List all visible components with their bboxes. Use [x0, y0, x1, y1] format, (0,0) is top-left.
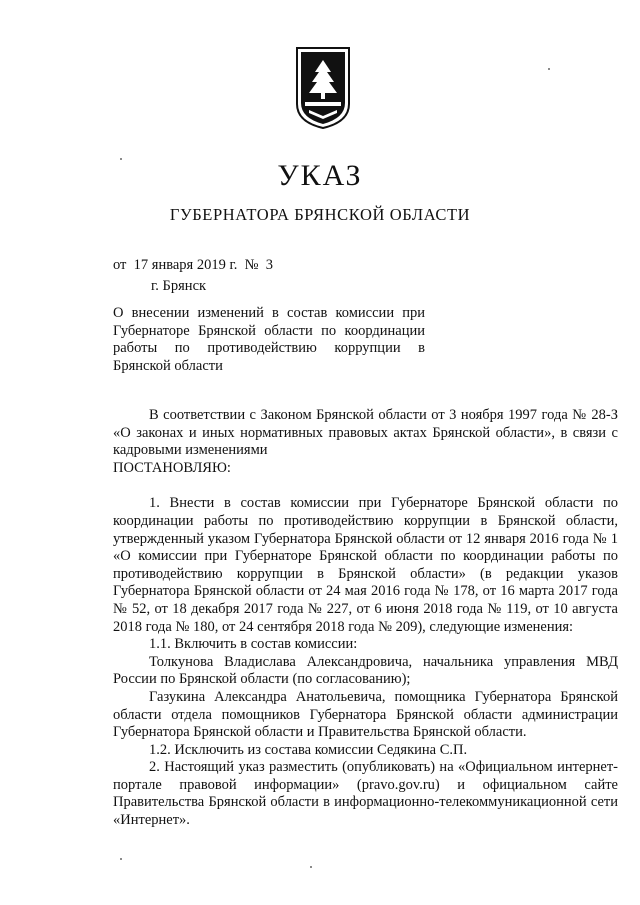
paragraph-1-2: 1.2. Исключить из состава комиссии Седякина С.П. [149, 741, 468, 758]
document-subtitle: ГУБЕРНАТОРА БРЯНСКОЙ ОБЛАСТИ [169, 205, 471, 224]
scan-speck [548, 68, 550, 70]
decree-date-number: от 17 января 2019 г. № 3 [113, 257, 273, 273]
scan-speck [310, 866, 312, 868]
paragraph-2: 2. Настоящий указ разместить (опубликовать) на «Официальном интернет-портале правовой информации» (pravo.gov.ru) и официальном сайте Правительства Брянской области в информационно-телекоммуникационной сети «Интернет». [113, 759, 618, 829]
paragraph-1: 1. Внести в состав комиссии при Губернаторе Брянской области по координации работы по противодействию коррупции в Брянской области, утвержденный указом Губернатора Брянской области от 12 января 2016 года № 1 «О комиссии при Губернаторе Брянской области по координации работы по противодействию коррупции в Брянской области» (в редакции указов Губернатора Брянской области от 24 мая 2016 года № 178, от 16 марта 2017 года № 52, от 18 декабря 2017 года № 227, от 6 июня 2018 года № 119, от 10 августа 2018 года № 180, от 24 сентября 2018 года № 209), следующие изменения: [113, 495, 618, 635]
decree-city: г. Брянск [151, 278, 207, 294]
paragraph-1-1-b: Газукина Александра Анатольевича, помощника Губернатора Брянской области отдела помощников Губернатора Брянской области администрации Губернатора Брянской области и Правительства Брянской области. [113, 688, 618, 741]
paragraph-1-1-a: Толкунова Владислава Александровича, начальника управления МВД России по Брянской области (по согласованию); [113, 653, 618, 688]
scan-speck [120, 158, 122, 160]
coat-of-arms-emblem [295, 46, 351, 130]
decree-word: ПОСТАНОВЛЯЮ: [113, 459, 231, 476]
decree-subject: О внесении изменений в состав комиссии при Губернаторе Брянской области по координации работы по противодействию коррупции в Брянской области [113, 305, 425, 374]
scan-speck [120, 858, 122, 860]
preamble-paragraph: В соответствии с Законом Брянской области от 3 ноября 1997 года № 28-З «О законах и иных нормативных правовых актах Брянской области», в связи с кадровыми изменениями [113, 407, 618, 459]
decree-body [113, 407, 618, 830]
paragraph-1-1: 1.1. Включить в состав комиссии: [149, 636, 358, 653]
document-title: УКАЗ [277, 159, 363, 192]
